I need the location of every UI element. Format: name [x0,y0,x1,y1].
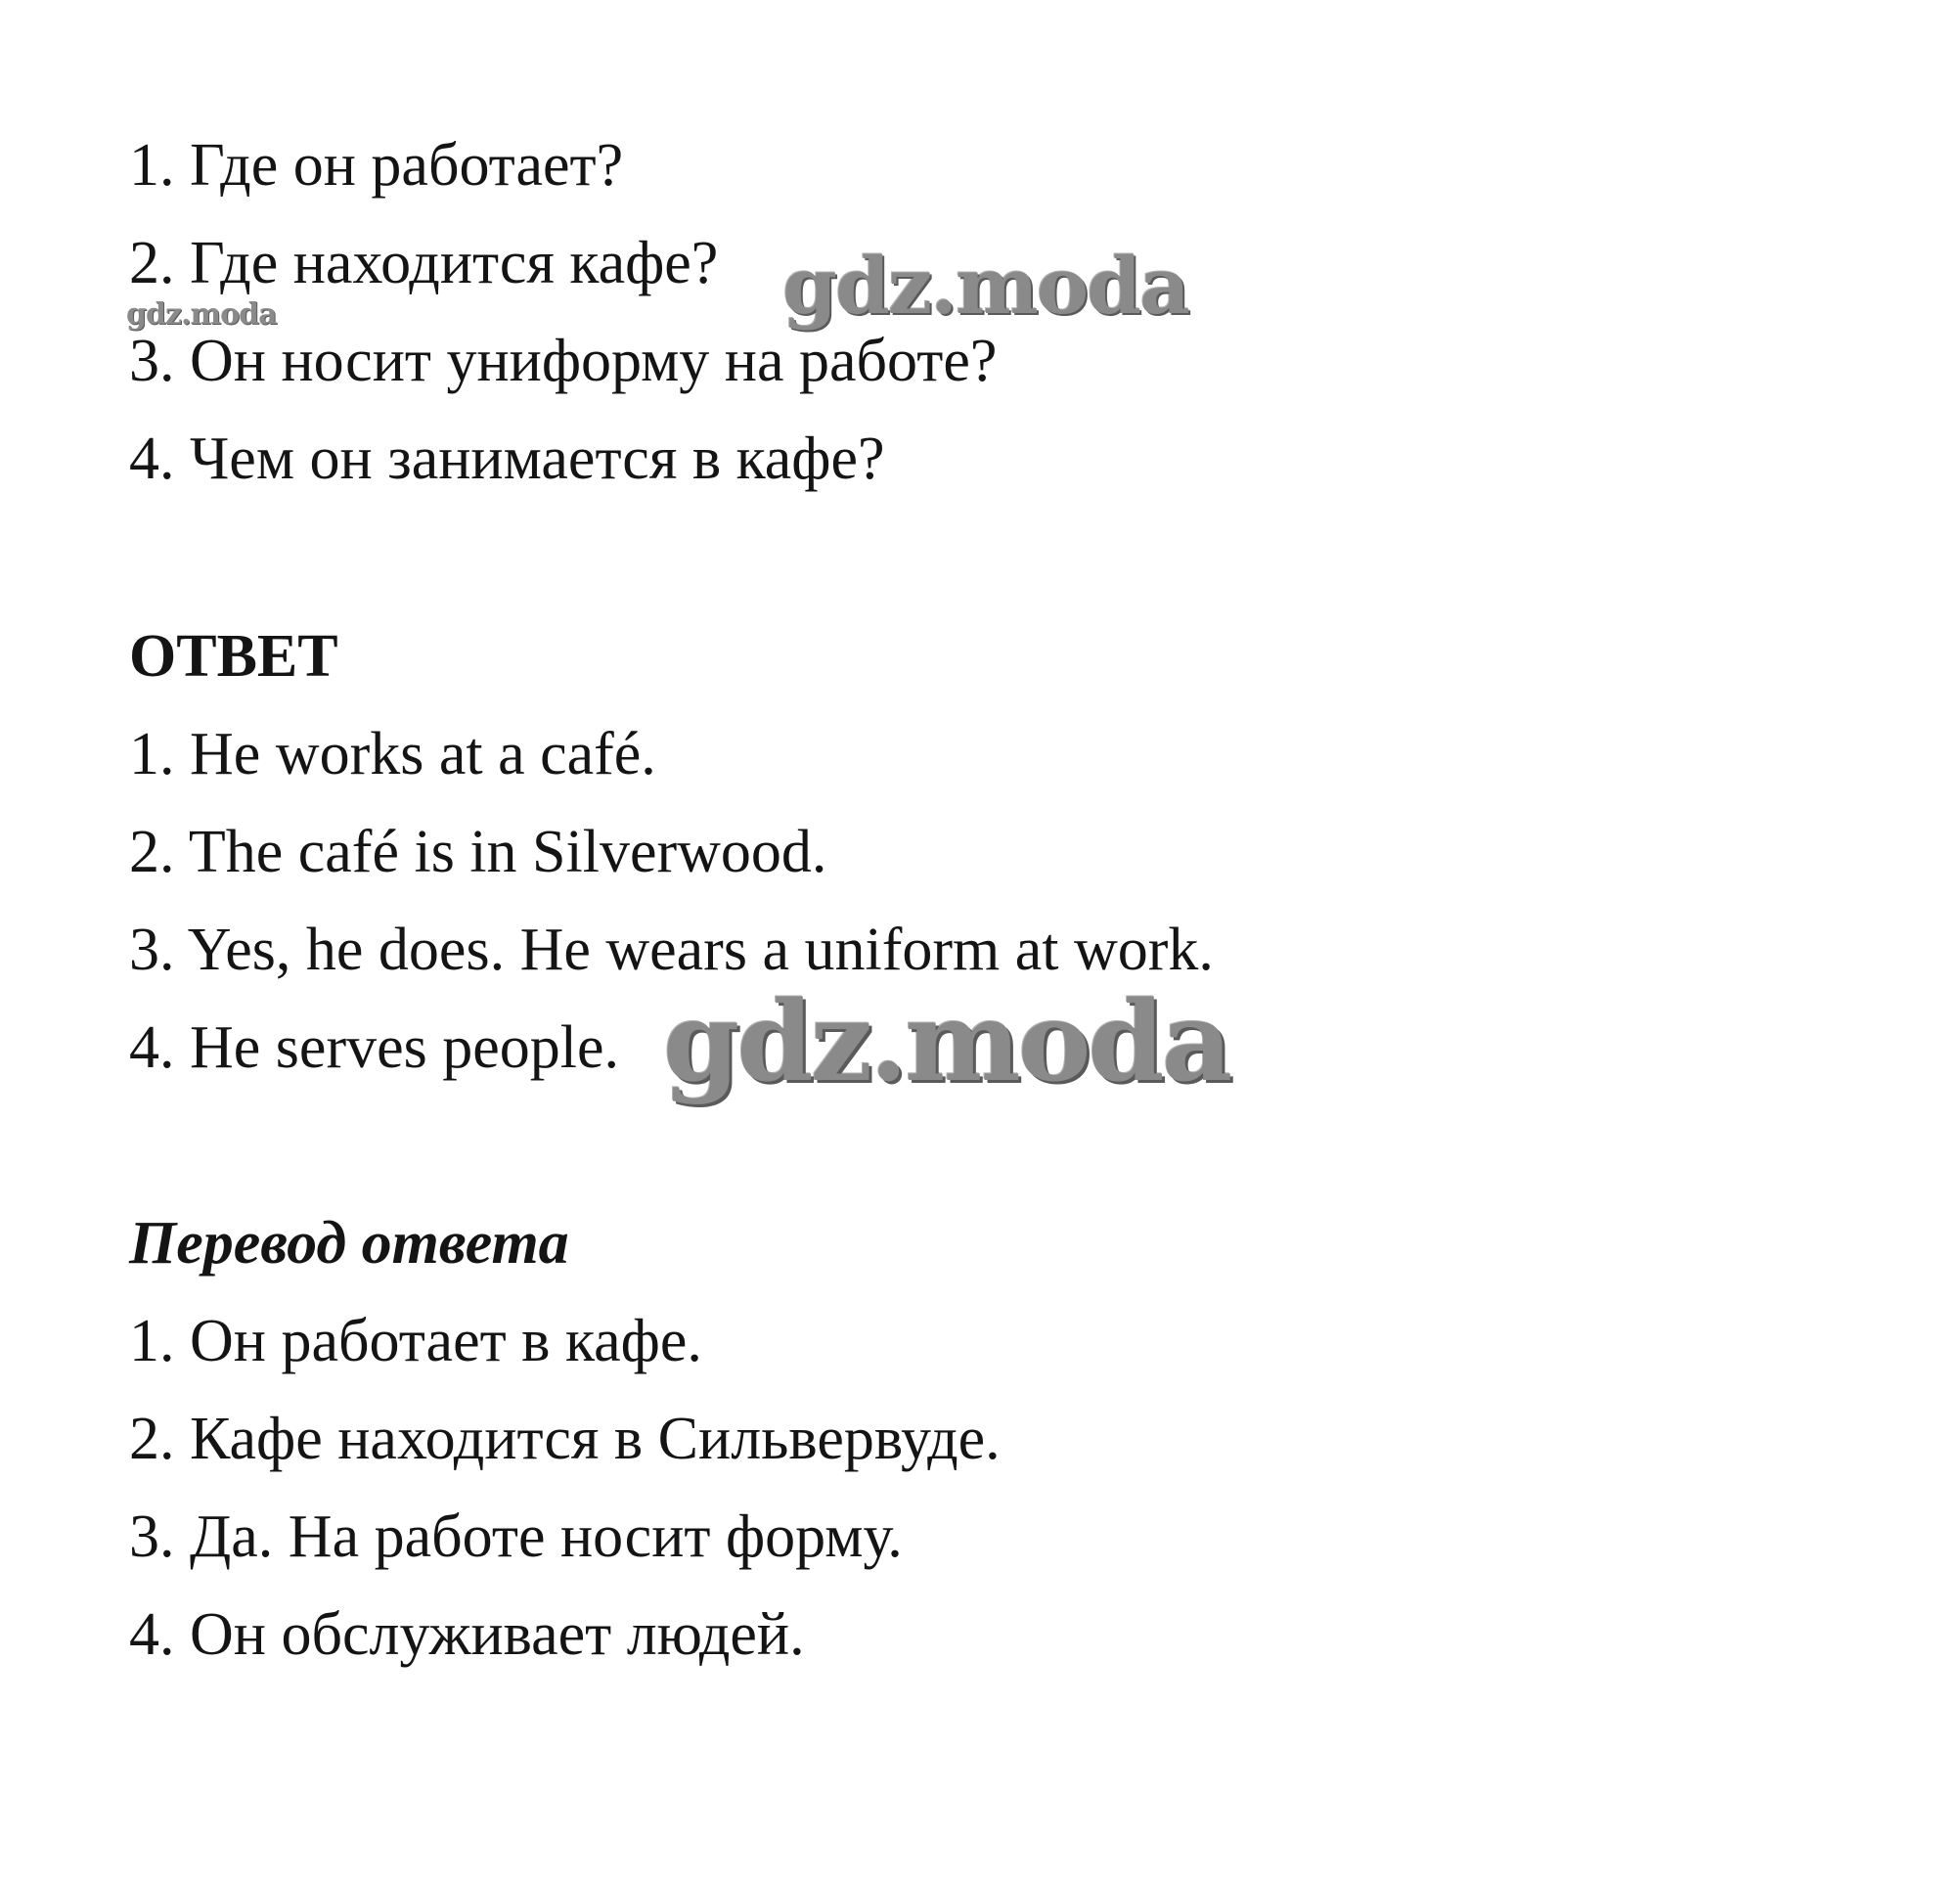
question-1: 1. Где он работает? [129,132,624,199]
watermark-large-top: gdz.moda [782,240,1188,332]
translation-1: 1. Он работает в кафе. [129,1308,702,1374]
translation-4: 4. Он обслуживает людей. [129,1601,805,1668]
translation-heading: Перевод ответа [129,1210,569,1277]
answer-3: 3. Yes, he does. He wears a uniform at work. [129,917,1214,983]
answer-2: 2. The café is in Silverwood. [129,819,827,885]
answer-heading: ОТВЕТ [129,623,338,690]
question-2: 2. Где находится кафе? [129,230,719,296]
watermark-large-bottom: gdz.moda [663,978,1230,1106]
answer-4: 4. He serves people. [129,1014,619,1081]
translation-2: 2. Кафе находится в Сильвервуде. [129,1406,1001,1472]
translation-3: 3. Да. На работе носит форму. [129,1503,903,1570]
question-3: 3. Он носит униформу на работе? [129,328,998,394]
question-4: 4. Чем он занимается в кафе? [129,426,885,492]
answer-1: 1. He works at a café. [129,721,656,787]
watermark-small: gdz.moda [126,297,277,332]
